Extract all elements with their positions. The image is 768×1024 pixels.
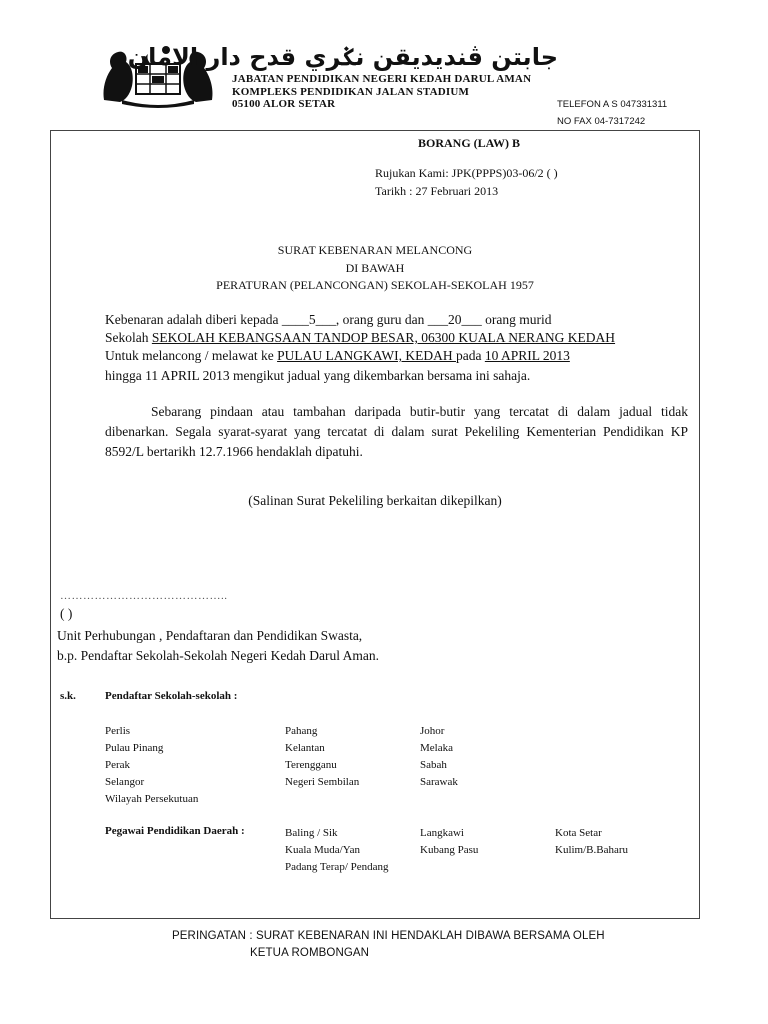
- permission-line-1: Kebenaran adalah diberi kepada ____5___, orang guru dan ___20___ orang murid: [105, 312, 552, 327]
- district-column-1: [285, 825, 389, 876]
- states-column-2: [285, 723, 359, 791]
- states-column-3: [420, 723, 458, 791]
- jawi-department-name: جابتن ڤنديديقن نݢري قدح دار الامان: [127, 43, 558, 71]
- cc-state: Negeri Sembilan: [285, 776, 360, 788]
- reference-number: Rujukan Kami: JPK(PPPS)03-06/2 ( ): [375, 166, 558, 180]
- enclosure-note: (Salinan Surat Pekeliling berkaitan dikepilkan): [248, 493, 502, 508]
- cc-state: Sarawak: [420, 776, 458, 788]
- cc-state: Selangor: [105, 776, 145, 788]
- form-title: BORANG (LAW) B: [418, 136, 521, 150]
- cc-district: Kuala Muda/Yan: [285, 844, 360, 856]
- district-column-3: [555, 825, 628, 859]
- org-postcode: 05100 ALOR SETAR: [232, 98, 336, 110]
- trip-start-date: 10 APRIL 2013: [484, 348, 570, 363]
- cc-district: Langkawi: [420, 827, 464, 839]
- subject-line-2: DI BAWAH: [345, 261, 405, 275]
- destination-line: Untuk melancong / melawat ke PULAU LANGKAWI, KEDAH pada 10 APRIL 2013: [105, 348, 570, 363]
- cc-state: Pahang: [285, 725, 318, 737]
- fax-number: NO FAX 04-7317242: [557, 116, 646, 127]
- registrars-heading: Pendaftar Sekolah-sekolah :: [105, 690, 238, 702]
- cc-state: Perlis: [105, 725, 131, 737]
- org-complex: KOMPLEKS PENDIDIKAN JALAN STADIUM: [232, 86, 470, 98]
- cc-state: Perak: [105, 759, 131, 771]
- org-name: JABATAN PENDIDIKAN NEGERI KEDAH DARUL AMAN: [232, 73, 532, 85]
- states-column-1: [105, 723, 198, 808]
- district-column-2: [420, 825, 478, 859]
- cc-district: Kulim/B.Baharu: [555, 844, 629, 856]
- cc-state: Terengganu: [285, 759, 337, 771]
- cc-label: s.k.: [60, 690, 76, 702]
- school-name: SEKOLAH KEBANGSAAN TANDOP BESAR, 06300 KUALA NERANG KEDAH: [151, 330, 616, 345]
- cc-district: Baling / Sik: [285, 827, 338, 839]
- school-line: Sekolah SEKOLAH KEBANGSAAN TANDOP BESAR, 06300 KUALA NERANG KEDAH: [105, 330, 616, 345]
- cc-district: Kota Setar: [555, 827, 602, 839]
- cc-district: Kubang Pasu: [420, 844, 479, 856]
- teacher-count: ____5___: [281, 312, 336, 327]
- signatory-name-placeholder: ( ): [60, 606, 73, 621]
- district-officers-heading: Pegawai Pendidikan Daerah :: [105, 825, 245, 837]
- signatory-on-behalf: b.p. Pendaftar Sekolah-Sekolah Negeri Kedah Darul Aman.: [57, 648, 380, 663]
- cc-state: Kelantan: [285, 742, 325, 754]
- cc-state: Pulau Pinang: [105, 742, 164, 754]
- cc-state: Johor: [420, 725, 445, 737]
- warning-line-2: KETUA ROMBONGAN: [250, 947, 370, 959]
- warning-line-1: PERINGATAN : SURAT KEBENARAN INI HENDAKLAH DIBAWA BERSAMA OLEH: [172, 930, 605, 942]
- cc-state: Melaka: [420, 742, 453, 754]
- conditions-paragraph: Sebarang pindaan atau tambahan daripada butir-butir yang tercatat di dalam jadual tidak dibenarkan. Segala syarat-syarat yang tercatat di dalam surat Pekeliling Kementerian Pendidikan KP 8592/L bertarikh 12.7.1966 hendaklah dipatuhi.: [105, 404, 688, 459]
- signatory-unit: Unit Perhubungan , Pendaftaran dan Pendidikan Swasta,: [57, 628, 363, 643]
- destination: PULAU LANGKAWI, KEDAH: [277, 348, 456, 363]
- trip-end-line: hingga 11 APRIL 2013 mengikut jadual yang dikembarkan bersama ini sahaja.: [105, 368, 531, 383]
- subject-line-3: PERATURAN (PELANCONGAN) SEKOLAH-SEKOLAH 1957: [216, 278, 534, 292]
- letter-date: Tarikh : 27 Februari 2013: [375, 184, 499, 198]
- telephone: TELEFON A S 047331311: [557, 99, 668, 110]
- cc-state: Wilayah Persekutuan: [105, 793, 199, 805]
- cc-state: Sabah: [420, 759, 447, 771]
- student-count: ___20___: [427, 312, 482, 327]
- cc-district: Padang Terap/ Pendang: [285, 861, 389, 873]
- signature-dots: ……………………………………..: [60, 590, 228, 602]
- subject-line-1: SURAT KEBENARAN MELANCONG: [277, 243, 473, 257]
